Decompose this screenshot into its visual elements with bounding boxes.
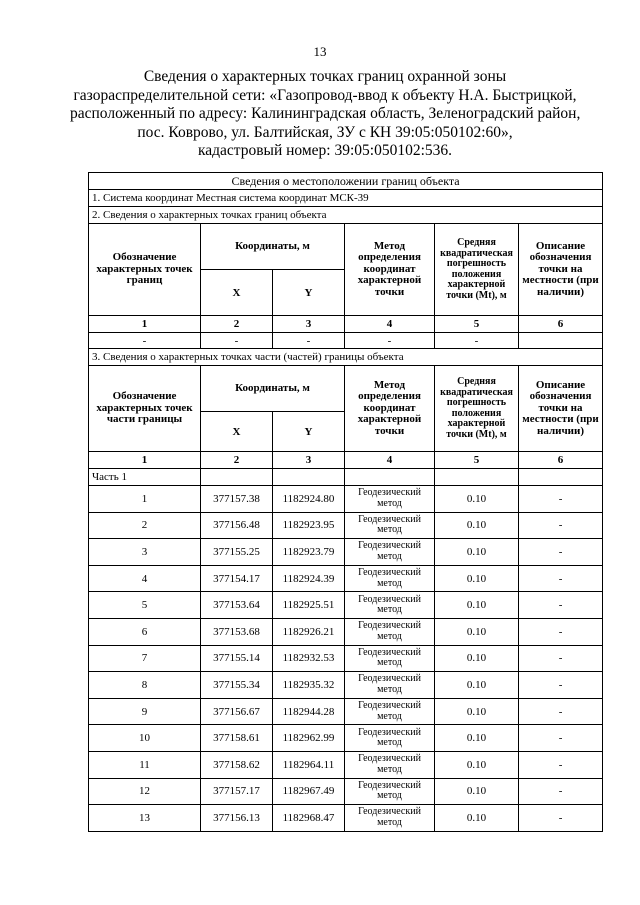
header-y: Y bbox=[273, 412, 345, 452]
point-number: 13 bbox=[89, 805, 201, 832]
column-number: 3 bbox=[273, 452, 345, 469]
coordinate-x: 377153.68 bbox=[201, 618, 273, 645]
description-cell: - bbox=[519, 645, 603, 672]
title-line: кадастровый номер: 39:05:050102:536. bbox=[197, 142, 453, 160]
coordinate-x: 377156.13 bbox=[201, 805, 273, 832]
coordinate-x: 377153.64 bbox=[201, 592, 273, 619]
header-x: X bbox=[201, 270, 273, 316]
method-cell: Геодезический метод bbox=[345, 486, 435, 513]
empty-cell: - bbox=[273, 333, 345, 349]
header-description: Описание обозначения точки на местности (при наличии) bbox=[519, 366, 603, 452]
method-cell: Геодезический метод bbox=[345, 512, 435, 539]
section-3-title: 3. Сведения о характерных точках части (частей) границы объекта bbox=[89, 349, 603, 366]
description-cell: - bbox=[519, 565, 603, 592]
empty-cell bbox=[273, 469, 345, 486]
column-number: 2 bbox=[201, 316, 273, 333]
column-number: 3 bbox=[273, 316, 345, 333]
document-title bbox=[70, 68, 580, 161]
header-description: Описание обозначения точки на местности (при наличии) bbox=[519, 224, 603, 316]
table-row bbox=[89, 672, 603, 699]
coordinate-y: 1182964.11 bbox=[273, 751, 345, 778]
empty-cell bbox=[201, 469, 273, 486]
point-number: 4 bbox=[89, 565, 201, 592]
empty-cell: - bbox=[435, 333, 519, 349]
coordinate-x: 377156.67 bbox=[201, 698, 273, 725]
accuracy-cell: 0.10 bbox=[435, 565, 519, 592]
empty-cell: - bbox=[201, 333, 273, 349]
title-line: пос. Коврово, ул. Балтийская, ЗУ с КН 39:05:050102:60», bbox=[137, 123, 513, 141]
coordinate-x: 377157.38 bbox=[201, 486, 273, 513]
description-cell: - bbox=[519, 725, 603, 752]
table-row bbox=[89, 565, 603, 592]
table-row bbox=[89, 618, 603, 645]
coordinate-x: 377155.14 bbox=[201, 645, 273, 672]
coordinate-y: 1182944.28 bbox=[273, 698, 345, 725]
header-point-designation: Обозначение характерных точек границ bbox=[89, 224, 201, 316]
empty-cell: - bbox=[89, 333, 201, 349]
header-accuracy: Средняя квадратическая погрешность положения характерной точки (Mt), м bbox=[435, 224, 519, 316]
coordinate-x: 377158.62 bbox=[201, 751, 273, 778]
point-number: 11 bbox=[89, 751, 201, 778]
description-cell: - bbox=[519, 512, 603, 539]
method-cell: Геодезический метод bbox=[345, 698, 435, 725]
header-x: X bbox=[201, 412, 273, 452]
point-number: 12 bbox=[89, 778, 201, 805]
coordinate-y: 1182923.79 bbox=[273, 539, 345, 566]
column-number: 1 bbox=[89, 452, 201, 469]
method-cell: Геодезический метод bbox=[345, 592, 435, 619]
point-number: 7 bbox=[89, 645, 201, 672]
table-row bbox=[89, 592, 603, 619]
accuracy-cell: 0.10 bbox=[435, 618, 519, 645]
point-number: 1 bbox=[89, 486, 201, 513]
coordinate-x: 377155.25 bbox=[201, 539, 273, 566]
method-cell: Геодезический метод bbox=[345, 725, 435, 752]
method-cell: Геодезический метод bbox=[345, 672, 435, 699]
title-line: газораспределительной сети: «Газопровод-ввод к объекту Н.А. Быстрицкой, bbox=[73, 86, 577, 104]
table-row bbox=[89, 751, 603, 778]
accuracy-cell: 0.10 bbox=[435, 672, 519, 699]
coordinate-x: 377158.61 bbox=[201, 725, 273, 752]
description-cell: - bbox=[519, 778, 603, 805]
column-number: 2 bbox=[201, 452, 273, 469]
point-number: 9 bbox=[89, 698, 201, 725]
coordinate-y: 1182968.47 bbox=[273, 805, 345, 832]
table-title: Сведения о местоположении границ объекта bbox=[89, 173, 603, 190]
method-cell: Геодезический метод bbox=[345, 645, 435, 672]
description-cell: - bbox=[519, 486, 603, 513]
header-coordinates: Координаты, м bbox=[201, 224, 345, 270]
accuracy-cell: 0.10 bbox=[435, 539, 519, 566]
point-number: 2 bbox=[89, 512, 201, 539]
table-row bbox=[89, 805, 603, 832]
column-number: 5 bbox=[435, 452, 519, 469]
coordinate-y: 1182932.53 bbox=[273, 645, 345, 672]
table-row bbox=[89, 512, 603, 539]
coordinate-x: 377156.48 bbox=[201, 512, 273, 539]
table-row bbox=[89, 486, 603, 513]
page-number: 13 bbox=[313, 44, 327, 59]
header-part-point-designation: Обозначение характерных точек части границы bbox=[89, 366, 201, 452]
table-row bbox=[89, 778, 603, 805]
description-cell: - bbox=[519, 751, 603, 778]
point-number: 6 bbox=[89, 618, 201, 645]
method-cell: Геодезический метод bbox=[345, 539, 435, 566]
description-cell: - bbox=[519, 618, 603, 645]
description-cell: - bbox=[519, 592, 603, 619]
table-row bbox=[89, 539, 603, 566]
column-number: 1 bbox=[89, 316, 201, 333]
point-number: 5 bbox=[89, 592, 201, 619]
empty-cell bbox=[519, 469, 603, 486]
accuracy-cell: 0.10 bbox=[435, 725, 519, 752]
header-method: Метод определения координат характерной точки bbox=[345, 224, 435, 316]
point-number: 8 bbox=[89, 672, 201, 699]
boundary-points-table bbox=[88, 172, 603, 832]
accuracy-cell: 0.10 bbox=[435, 698, 519, 725]
empty-cell bbox=[435, 469, 519, 486]
coordinate-system-row: 1. Система координат Местная система координат МСК-39 bbox=[89, 190, 603, 207]
coordinate-y: 1182962.99 bbox=[273, 725, 345, 752]
coordinate-y: 1182924.39 bbox=[273, 565, 345, 592]
column-number: 5 bbox=[435, 316, 519, 333]
table-row bbox=[89, 645, 603, 672]
table-row bbox=[89, 725, 603, 752]
method-cell: Геодезический метод bbox=[345, 751, 435, 778]
coordinate-y: 1182935.32 bbox=[273, 672, 345, 699]
part-label: Часть 1 bbox=[89, 469, 201, 486]
accuracy-cell: 0.10 bbox=[435, 805, 519, 832]
coordinate-x: 377155.34 bbox=[201, 672, 273, 699]
coordinate-y: 1182967.49 bbox=[273, 778, 345, 805]
column-number: 6 bbox=[519, 316, 603, 333]
method-cell: Геодезический метод bbox=[345, 778, 435, 805]
description-cell: - bbox=[519, 805, 603, 832]
accuracy-cell: 0.10 bbox=[435, 778, 519, 805]
coordinate-y: 1182923.95 bbox=[273, 512, 345, 539]
accuracy-cell: 0.10 bbox=[435, 486, 519, 513]
accuracy-cell: 0.10 bbox=[435, 645, 519, 672]
coordinate-y: 1182925.51 bbox=[273, 592, 345, 619]
description-cell: - bbox=[519, 698, 603, 725]
accuracy-cell: 0.10 bbox=[435, 512, 519, 539]
title-line: Сведения о характерных точках границ охранной зоны bbox=[143, 68, 507, 85]
method-cell: Геодезический метод bbox=[345, 565, 435, 592]
description-cell: - bbox=[519, 672, 603, 699]
column-number: 4 bbox=[345, 452, 435, 469]
coordinate-y: 1182924.80 bbox=[273, 486, 345, 513]
header-y: Y bbox=[273, 270, 345, 316]
coordinate-x: 377154.17 bbox=[201, 565, 273, 592]
header-method: Метод определения координат характерной точки bbox=[345, 366, 435, 452]
description-cell: - bbox=[519, 539, 603, 566]
point-number: 3 bbox=[89, 539, 201, 566]
coordinate-y: 1182926.21 bbox=[273, 618, 345, 645]
header-coordinates: Координаты, м bbox=[201, 366, 345, 412]
table-row bbox=[89, 698, 603, 725]
accuracy-cell: 0.10 bbox=[435, 751, 519, 778]
accuracy-cell: 0.10 bbox=[435, 592, 519, 619]
empty-cell bbox=[519, 333, 603, 349]
section-2-title: 2. Сведения о характерных точках границ объекта bbox=[89, 207, 603, 224]
column-number: 4 bbox=[345, 316, 435, 333]
header-accuracy: Средняя квадратическая погрешность положения характерной точки (Mt), м bbox=[435, 366, 519, 452]
point-number: 10 bbox=[89, 725, 201, 752]
empty-cell: - bbox=[345, 333, 435, 349]
empty-cell bbox=[345, 469, 435, 486]
title-line: расположенный по адресу: Калининградская область, Зеленоградский район, bbox=[70, 105, 581, 123]
column-number: 6 bbox=[519, 452, 603, 469]
coordinate-x: 377157.17 bbox=[201, 778, 273, 805]
method-cell: Геодезический метод bbox=[345, 805, 435, 832]
method-cell: Геодезический метод bbox=[345, 618, 435, 645]
